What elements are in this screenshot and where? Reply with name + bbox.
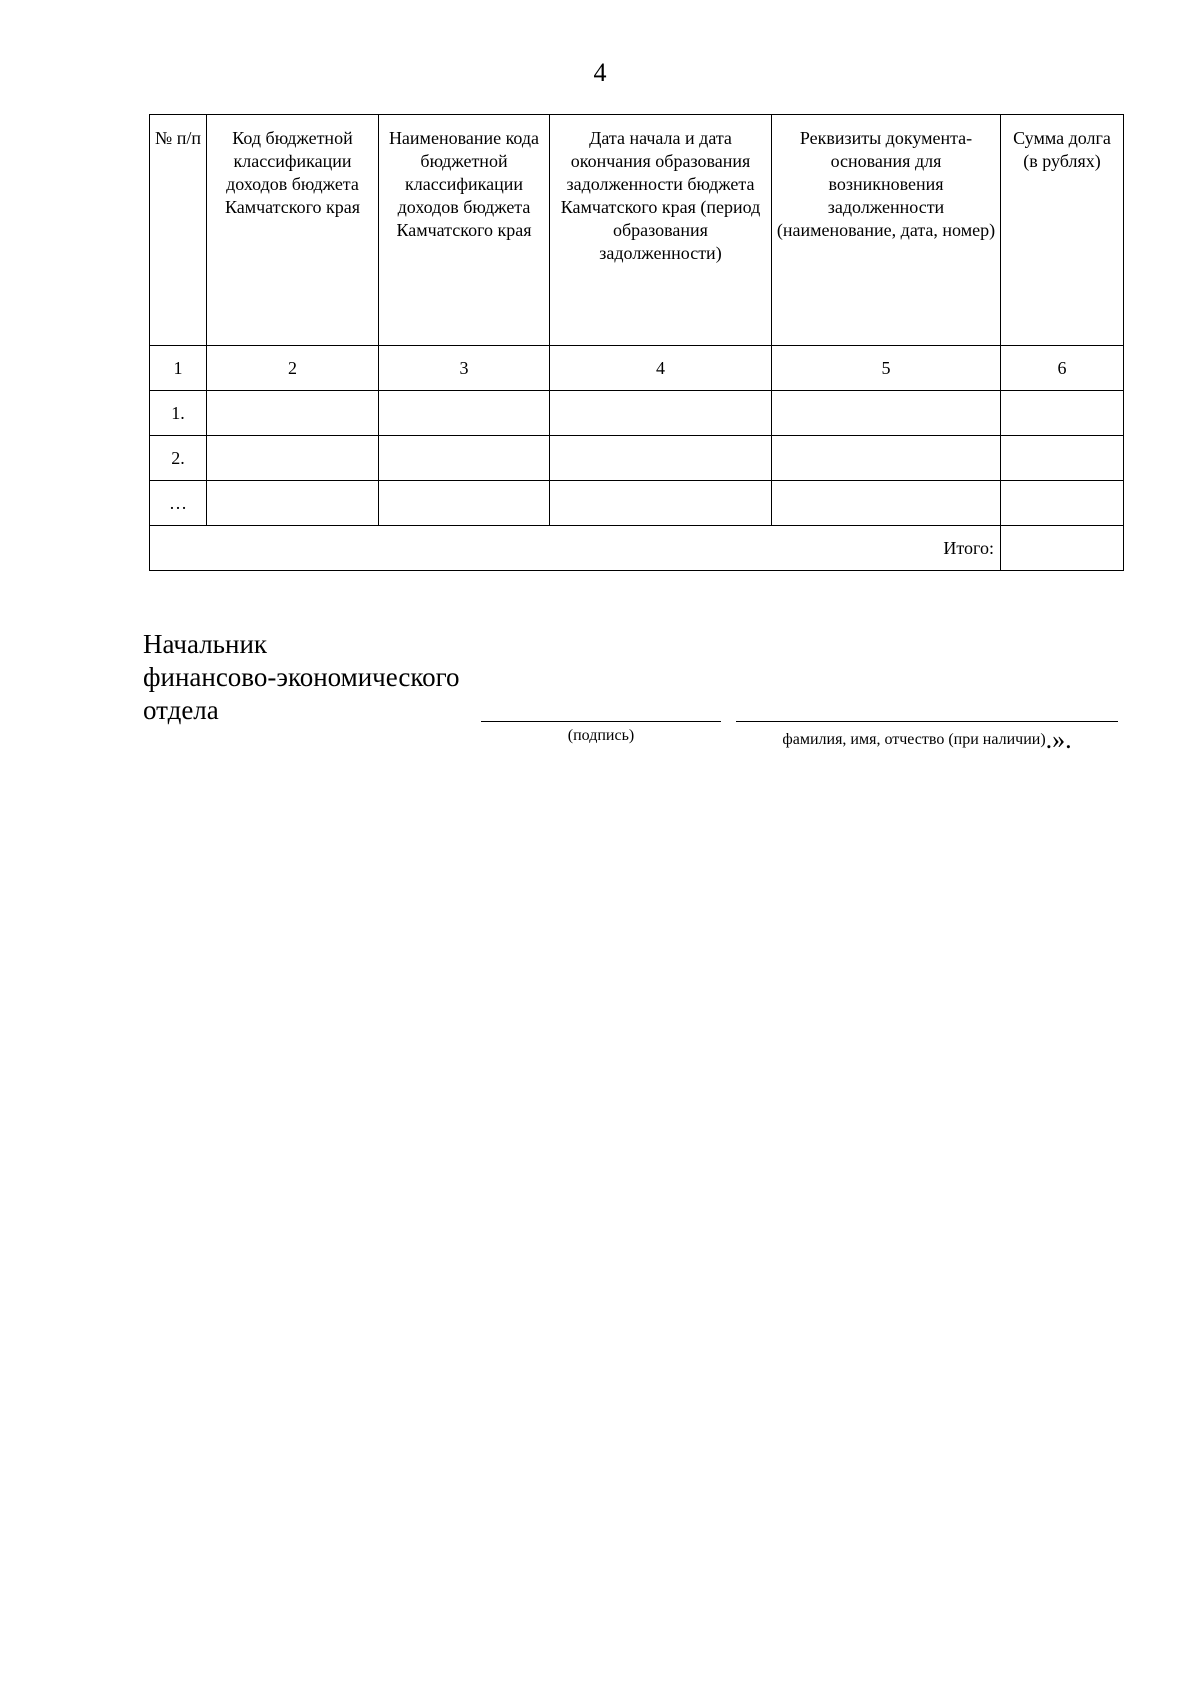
signature-caption: (подпись) <box>567 727 635 744</box>
header-code-name: Наименование кода бюджетной классификации доходов бюджета Камчатского края <box>379 115 550 346</box>
table-cell <box>379 481 550 526</box>
name-caption-block <box>736 725 1118 754</box>
column-number: 1 <box>150 346 207 391</box>
header-budget-code: Код бюджетной классификации доходов бюджета Камчатского края <box>207 115 379 346</box>
column-number: 6 <box>1001 346 1124 391</box>
table-cell <box>772 481 1001 526</box>
table-cell <box>379 391 550 436</box>
table-cell <box>379 436 550 481</box>
total-row <box>150 526 1124 571</box>
header-debt-period: Дата начала и дата окончания образования задолженности бюджета Камчатского края (период образования задолженности) <box>550 115 772 346</box>
table-cell <box>1001 436 1124 481</box>
signature-line <box>481 721 721 722</box>
name-line <box>736 721 1118 722</box>
row-index: … <box>150 481 207 526</box>
page-number: 4 <box>593 58 607 87</box>
column-number: 3 <box>379 346 550 391</box>
column-number: 2 <box>207 346 379 391</box>
total-value <box>1001 526 1124 571</box>
table-row <box>150 481 1124 526</box>
row-index: 2. <box>150 436 207 481</box>
total-label: Итого: <box>150 526 1001 571</box>
table-cell <box>550 436 772 481</box>
header-row-number: № п/п <box>150 115 207 346</box>
table-row <box>150 391 1124 436</box>
column-number: 4 <box>550 346 772 391</box>
column-number: 5 <box>772 346 1001 391</box>
header-basis-document: Реквизиты документа-основания для возникновения задолженности (наименование, дата, номер) <box>772 115 1001 346</box>
header-debt-amount: Сумма долга (в рублях) <box>1001 115 1124 346</box>
position-title <box>143 628 460 727</box>
table-cell <box>1001 481 1124 526</box>
position-line: финансово-экономического <box>143 662 460 692</box>
table-cell <box>207 436 379 481</box>
debt-table <box>149 114 1124 571</box>
table-cell <box>207 481 379 526</box>
name-caption: фамилия, имя, отчество (при наличии) <box>782 731 1046 748</box>
closing-quote: .». <box>1045 725 1072 754</box>
column-number-row <box>150 346 1124 391</box>
table-cell <box>550 481 772 526</box>
position-line: Начальник <box>143 629 268 659</box>
row-index: 1. <box>150 391 207 436</box>
table-header-row <box>150 115 1124 346</box>
table-cell <box>550 391 772 436</box>
table-cell <box>207 391 379 436</box>
table-row <box>150 436 1124 481</box>
table-cell <box>1001 391 1124 436</box>
table-cell <box>772 436 1001 481</box>
position-line: отдела <box>143 695 219 725</box>
table-cell <box>772 391 1001 436</box>
